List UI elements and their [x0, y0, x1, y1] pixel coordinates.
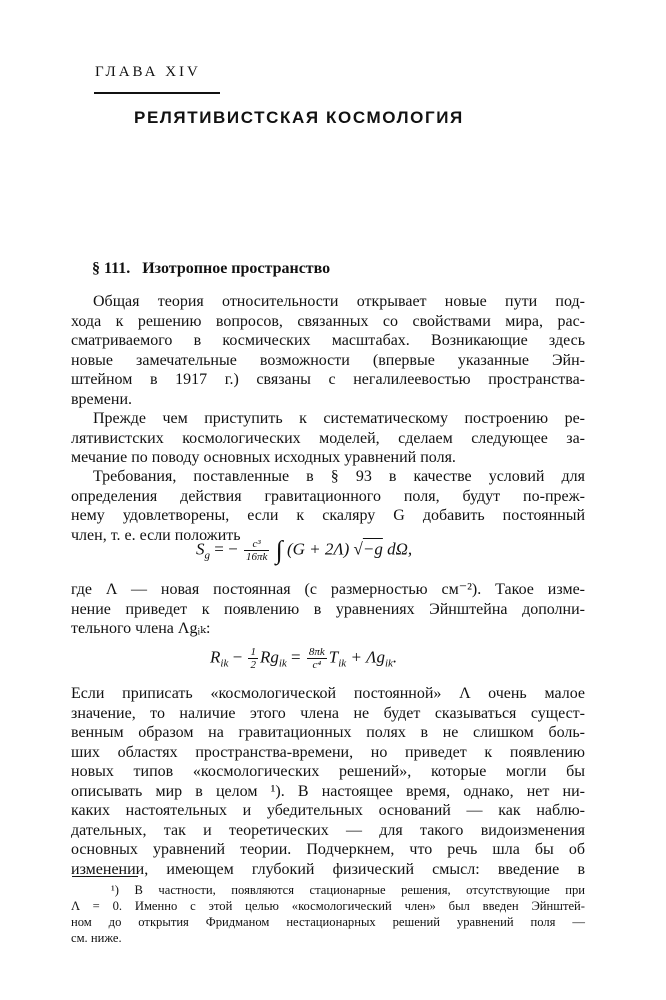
fraction-numerator: 8πk: [308, 646, 325, 658]
chapter-title: РЕЛЯТИВИСТСКАЯ КОСМОЛОГИЯ: [134, 108, 464, 127]
text-line: член, т. е. если положить: [71, 526, 241, 544]
footnote-line: Λ = 0. Именно с этой целью «космологический член» был введен Эйнштей-: [71, 899, 585, 913]
fraction: [307, 646, 327, 671]
text-line: где Λ — новая постоянная (с размерностью см⁻²). Такое изме-: [71, 581, 585, 598]
paragraph-4: [71, 580, 585, 639]
text-line: венным образом на гравитационных полях в не слишком боль-: [71, 724, 585, 741]
formula-end: .: [392, 647, 398, 667]
formula-symbol: Rg: [259, 647, 279, 667]
fraction-denominator: c⁴: [312, 659, 322, 671]
section-heading: [92, 260, 330, 278]
integral-sign: ∫: [275, 535, 283, 565]
formula-symbol: T: [328, 647, 339, 667]
text-line: новых типов «космологических решений», которые могли бы: [71, 763, 585, 780]
text-line: ших областях пространства-времени, но приведет к появлению: [71, 743, 585, 761]
text-line: сматриваемого в космических масштабах. Возникающие здесь: [71, 332, 585, 349]
formula-subscript: ik: [338, 657, 347, 670]
text-line: описывать мир в целом ¹). В настоящее время, однако, нет ни-: [71, 782, 585, 800]
paragraph-5: [71, 684, 585, 879]
footnote-line: см. ниже.: [71, 931, 122, 945]
paragraph-1: [71, 292, 585, 409]
text-line: лятивистских космологических моделей, сделаем следующее за-: [71, 429, 585, 447]
formula-symbol: S: [196, 539, 205, 559]
text-line: основных уравнений теории. Подчеркнем, что речь шла бы об: [71, 841, 585, 858]
fraction-half: [248, 646, 258, 671]
text-line: Прежде чем приступить к систематическому построению ре-: [93, 410, 585, 427]
section-number: § 111.: [92, 260, 131, 277]
sqrt-argument: −g: [362, 539, 383, 559]
text-line: штейном в 1917 г.) связаны с негалилеевостью пространства-: [71, 371, 585, 388]
formula-operator: −: [228, 647, 247, 667]
text-line: Если приписать «космологической постоянной» Λ очень малое: [71, 685, 585, 702]
text-line: тельного члена Λgᵢₖ:: [71, 620, 211, 637]
text-line: хода к решению вопросов, связанных со свойствами мира, рас-: [71, 312, 585, 330]
formula-tail: dΩ,: [382, 539, 413, 559]
section-title: Изотропное пространство: [142, 260, 331, 277]
formula-operator: = −: [214, 539, 238, 559]
fraction-numerator: c³: [244, 538, 269, 551]
formula-subscript: ik: [220, 657, 229, 670]
text-line: Требования, поставленные в § 93 в качестве условий для: [93, 468, 585, 485]
fraction: [244, 538, 269, 563]
formula-operator: + Λg: [346, 647, 385, 667]
footnote-rule: [72, 876, 138, 877]
text-line: нение приведет к появлению в уравнениях Эйнштейна дополни-: [71, 600, 585, 618]
action-formula: [196, 535, 413, 565]
text-line: времени.: [71, 390, 133, 408]
text-line: изменении, имеющем глубокий физический смысл: введение в: [71, 860, 585, 878]
footnote-line: ном до открытия Фридманом нестационарных решений уравнений поля —: [71, 915, 585, 929]
formula-subscript: g: [204, 549, 210, 562]
text-line: нему удовлетворены, если к скаляру G добавить постоянный: [71, 507, 585, 524]
fraction-denominator: 16πk: [245, 551, 268, 563]
text-line: значение, то наличие этого члена не будет сказываться сущест-: [71, 704, 585, 722]
text-line: каких настоятельных и убедительных оснований — как наблю-: [71, 802, 585, 819]
text-line: определения действия гравитационного поля, будут по-преж-: [71, 487, 585, 505]
formula-symbol: R: [210, 647, 221, 667]
formula-subscript: ik: [384, 657, 393, 670]
formula-body: (G + 2Λ) √: [286, 539, 363, 559]
formula-subscript: ik: [278, 657, 287, 670]
paragraph-2: [71, 409, 585, 468]
text-line: Общая теория относительности открывает новые пути под-: [93, 293, 585, 310]
chapter-label: ГЛАВА XIV: [95, 64, 201, 80]
paragraph-3: [71, 467, 585, 545]
fraction-denominator: 2: [250, 659, 256, 671]
chapter-rule: [94, 92, 220, 94]
text-line: дательных, так и теоретических — для такого видоизменения: [71, 821, 585, 839]
footnote: [71, 882, 585, 946]
text-line: новые замечательные возможности (впервые указанные Эйн-: [71, 351, 585, 369]
fraction-numerator: 1: [250, 646, 256, 658]
formula-operator: =: [286, 647, 305, 667]
field-equation: [210, 646, 397, 671]
footnote-line: ¹) В частности, появляются стационарные решения, отсутствующие при: [111, 883, 585, 897]
text-line: мечание по поводу основных исходных уравнений поля.: [71, 449, 456, 466]
